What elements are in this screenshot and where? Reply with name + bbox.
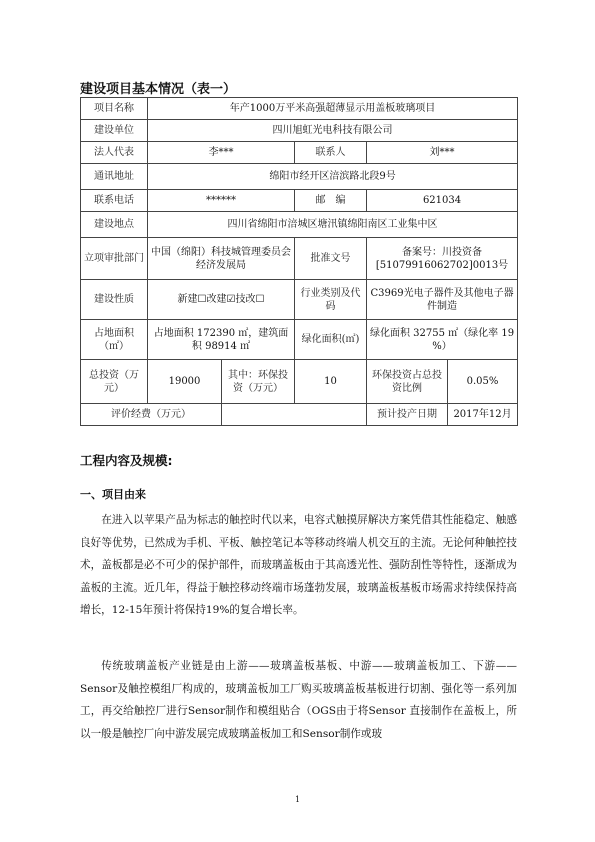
builder-label: 建设单位 bbox=[81, 120, 148, 142]
project-name-value: 年产1000万平米高强超薄显示用盖板玻璃项目 bbox=[148, 98, 518, 120]
site-label: 建设地点 bbox=[81, 212, 148, 238]
env-invest-label: 其中：环保投资（万元） bbox=[222, 360, 295, 404]
nature-label: 建设性质 bbox=[81, 280, 148, 320]
eval-fee-label: 评价经费（万元） bbox=[81, 404, 222, 426]
phone-label: 联系电话 bbox=[81, 190, 148, 212]
paragraph-2: 传统玻璃盖板产业链是由上游——玻璃盖板基板、中游——玻璃盖板加工、下游——Sensor及触控模组厂构成的，玻璃盖板加工厂购买玻璃盖板基板进行切割、强化等一系列加工，再交给触控厂进行Sensor制作和模组贴合（OGS由于将Sensor 直接制作在盖板上，所以一般是触控厂向中游发展完成玻璃盖板加工和Sensor制作或玻 bbox=[80, 660, 517, 740]
industry-label: 行业类别及代码 bbox=[295, 280, 367, 320]
legal-rep-value: 李*** bbox=[148, 142, 295, 164]
page-title: 建设项目基本情况（表一） bbox=[80, 82, 237, 97]
project-info-table bbox=[80, 97, 518, 426]
paragraph-1: 在进入以苹果产品为标志的触控时代以来，电容式触摸屏解决方案凭借其性能稳定、触感良好等优势，已然成为手机、平板、触控笔记本等移动终端人机交互的主流。无论何种触控技术，盖板都是必不可少的保护部件，而玻璃盖板由于其高透光性、强防刮性等特性，逐渐成为盖板的主流。近几年，得益于触控移动终端市场蓬勃发展，玻璃盖板基板市场需求持续保持高增长，12-15年预计将保持19%的复合增长率。 bbox=[80, 514, 517, 616]
page-number: 1 bbox=[294, 795, 301, 804]
approval-no-label: 批准文号 bbox=[295, 238, 367, 280]
approval-dept-value: 中国（绵阳）科技城管理委员会经济发展局 bbox=[148, 238, 295, 280]
legal-rep-label: 法人代表 bbox=[81, 142, 148, 164]
approval-no-value: 备案号：川投资备[51079916062702]0013号 bbox=[367, 238, 518, 280]
invest-label: 总投资（万元） bbox=[81, 360, 148, 404]
env-ratio-label: 环保投资占总投资比例 bbox=[367, 360, 448, 404]
site-value: 四川省绵阳市涪城区塘汛镇绵阳南区工业集中区 bbox=[148, 212, 518, 238]
postcode-label: 邮 编 bbox=[295, 190, 367, 212]
postcode-value: 621034 bbox=[367, 190, 518, 212]
green-label: 绿化面积(㎡) bbox=[295, 320, 367, 360]
section-title: 工程内容及规模: bbox=[80, 453, 173, 468]
builder-value: 四川旭虹光电科技有限公司 bbox=[148, 120, 518, 142]
approval-dept-label: 立项审批部门 bbox=[81, 238, 148, 280]
area-label: 占地面积（㎡） bbox=[81, 320, 148, 360]
address-value: 绵阳市经开区涪滨路北段9号 bbox=[148, 164, 518, 190]
date-label: 预计投产日期 bbox=[367, 404, 448, 426]
industry-value: C3969光电子器件及其他电子器件制造 bbox=[367, 280, 518, 320]
address-label: 通讯地址 bbox=[81, 164, 148, 190]
contact-value: 刘*** bbox=[367, 142, 518, 164]
contact-label: 联系人 bbox=[295, 142, 367, 164]
invest-value: 19000 bbox=[148, 360, 222, 404]
sub-title: 一、项目由来 bbox=[80, 488, 146, 501]
green-value: 绿化面积 32755 ㎡（绿化率 19 %） bbox=[367, 320, 518, 360]
eval-fee-value bbox=[222, 404, 367, 426]
project-name-label: 项目名称 bbox=[81, 98, 148, 120]
phone-value: ****** bbox=[148, 190, 295, 212]
env-ratio-value: 0.05% bbox=[448, 360, 518, 404]
env-invest-value: 10 bbox=[295, 360, 367, 404]
nature-value: 新建☐改建☑技改☐ bbox=[148, 280, 295, 320]
date-value: 2017年12月 bbox=[448, 404, 518, 426]
area-value: 占地面积 172390 ㎡，建筑面积 98914 ㎡ bbox=[148, 320, 295, 360]
